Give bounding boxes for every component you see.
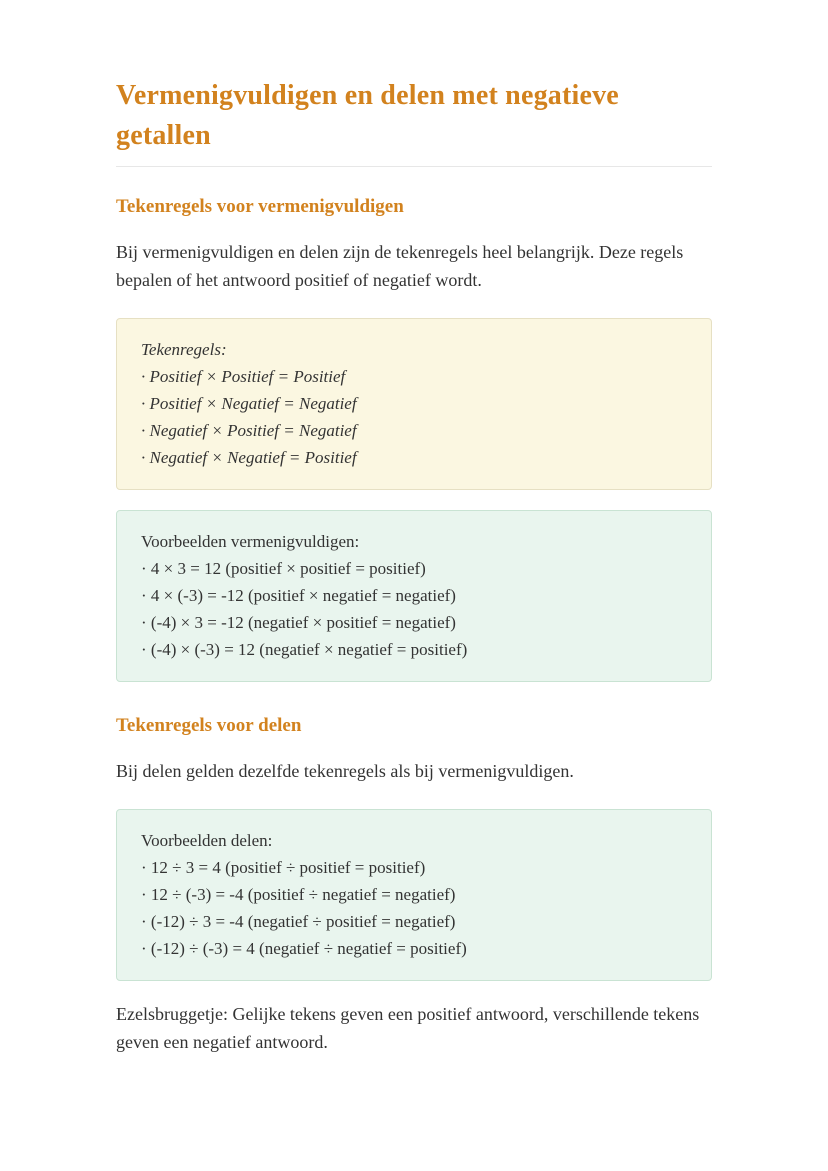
example-item: · (-4) × 3 = -12 (negatief × positief = negatief) [141,613,456,632]
division-examples-box [116,809,712,981]
example-item: · (-12) ÷ (-3) = 4 (negatief ÷ negatief = positief) [141,939,467,958]
rule-item: · Negatief × Positief = Negatief [141,421,357,440]
rule-item: · Positief × Negatief = Negatief [141,394,357,413]
multiplication-examples-box-title: Voorbeelden vermenigvuldigen: [141,532,360,551]
multiplication-examples-box [116,510,712,682]
rule-item: · Positief × Positief = Positief [141,367,346,386]
example-item: · 12 ÷ 3 = 4 (positief ÷ positief = positief) [141,858,426,877]
title-divider [116,166,712,167]
division-examples-box-title: Voorbeelden delen: [141,831,273,850]
intro-paragraph-division: Bij delen gelden dezelfde tekenregels als bij vermenigvuldigen. [116,761,574,781]
example-item: · 4 × 3 = 12 (positief × positief = positief) [141,559,426,578]
intro-paragraph-multiplication: Bij vermenigvuldigen en delen zijn de tekenregels heel belangrijk. Deze regels bepalen of het antwoord positief of negatief wordt. [116,242,684,290]
rule-item: · Negatief × Negatief = Positief [141,448,357,467]
example-item: · 12 ÷ (-3) = -4 (positief ÷ negatief = negatief) [141,885,456,904]
example-item: · (-12) ÷ 3 = -4 (negatief ÷ positief = negatief) [141,912,456,931]
page-title: Vermenigvuldigen en delen met negatieve getallen [116,80,619,151]
sign-rules-box-title: Tekenregels: [141,340,227,359]
mnemonic-note: Ezelsbruggetje: Gelijke tekens geven een positief antwoord, verschillende tekens geven een negatief antwoord. [116,1004,700,1052]
example-item: · (-4) × (-3) = 12 (negatief × negatief = positief) [141,640,468,659]
example-item: · 4 × (-3) = -12 (positief × negatief = negatief) [141,586,456,605]
section-heading-division: Tekenregels voor delen [116,715,302,736]
section-heading-multiplication: Tekenregels voor vermenigvuldigen [116,196,404,217]
sign-rules-box [116,318,712,490]
